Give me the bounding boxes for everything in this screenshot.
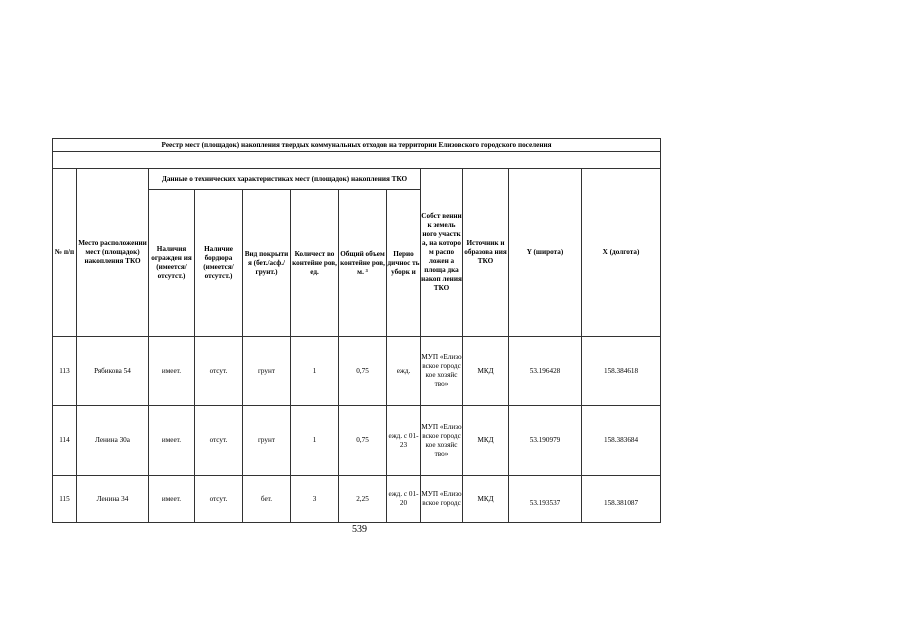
table-row (53, 337, 661, 406)
cell-owner: МУП «Елизо вское городс кое хозяйс тво» (421, 406, 463, 476)
header-curb: Наличие бордюра (имеется/ отсутст.) (195, 190, 243, 337)
registry-document (52, 138, 660, 523)
cell-frequency: ежд. с 01-20 (387, 476, 421, 523)
cell-count: 3 (291, 476, 339, 523)
header-surface: Вид покрыти я (бет./асф./ грунт.) (243, 190, 291, 337)
cell-source: МКД (463, 337, 509, 406)
header-num: № п/п (53, 169, 77, 337)
cell-lon: 158.383684 (582, 406, 661, 476)
header-place: Место расположении мест (площадок) накопления ТКО (77, 169, 149, 337)
cell-owner: МУП «Елизо вское городс кое хозяйс тво» (421, 337, 463, 406)
cell-source: МКД (463, 476, 509, 523)
cell-surface: бет. (243, 476, 291, 523)
cell-num: 115 (53, 476, 77, 523)
header-lon: X (долгота) (582, 169, 661, 337)
cell-num: 113 (53, 337, 77, 406)
cell-lon: 158.381087 (582, 476, 661, 523)
cell-volume: 0,75 (339, 406, 387, 476)
header-source: Источник и образова ния ТКО (463, 169, 509, 337)
cell-place: Ленина 30а (77, 406, 149, 476)
cell-curb: отсут. (195, 337, 243, 406)
cell-lat: 53.196428 (509, 337, 582, 406)
header-frequency: Перио дичнос ть уборк и (387, 190, 421, 337)
page-number: 539 (352, 524, 367, 535)
table-row (53, 476, 661, 523)
cell-place: Ленина 34 (77, 476, 149, 523)
cell-source: МКД (463, 406, 509, 476)
header-row-1 (53, 169, 661, 190)
cell-volume: 2,25 (339, 476, 387, 523)
cell-frequency: ежд. с 01-23 (387, 406, 421, 476)
cell-num: 114 (53, 406, 77, 476)
header-owner: Собст венни к земель ного участк а, на которо м распо ложен а площа дка накоп ления ТКО (421, 169, 463, 337)
cell-owner: МУП «Елизо вское городс (421, 476, 463, 523)
table-row (53, 406, 661, 476)
cell-curb: отсут. (195, 476, 243, 523)
blank-row (53, 152, 661, 169)
cell-fence: имеет. (149, 476, 195, 523)
cell-place: Рябикова 54 (77, 337, 149, 406)
header-count: Количест во контейне ров, ед. (291, 190, 339, 337)
cell-curb: отсут. (195, 406, 243, 476)
header-tech-group: Данные о технических характеристиках мест (площадок) накопления ТКО (149, 169, 421, 190)
header-fence: Наличия огражден ия (имеется/ отсутст.) (149, 190, 195, 337)
cell-fence: имеет. (149, 406, 195, 476)
cell-lon: 158.384618 (582, 337, 661, 406)
cell-volume: 0,75 (339, 337, 387, 406)
cell-lat: 53.190979 (509, 406, 582, 476)
registry-table (52, 138, 661, 523)
cell-surface: грунт (243, 337, 291, 406)
header-volume: Общий объем контейне ров, м. ³ (339, 190, 387, 337)
header-lat: Y (широта) (509, 169, 582, 337)
cell-count: 1 (291, 337, 339, 406)
cell-count: 1 (291, 406, 339, 476)
cell-surface: грунт (243, 406, 291, 476)
cell-fence: имеет. (149, 337, 195, 406)
cell-frequency: ежд. (387, 337, 421, 406)
cell-lat: 53.193537 (509, 476, 582, 523)
table-title: Реестр мест (площадок) накопления твердых коммунальных отходов на территории Елизовского городского поселения (53, 139, 661, 152)
